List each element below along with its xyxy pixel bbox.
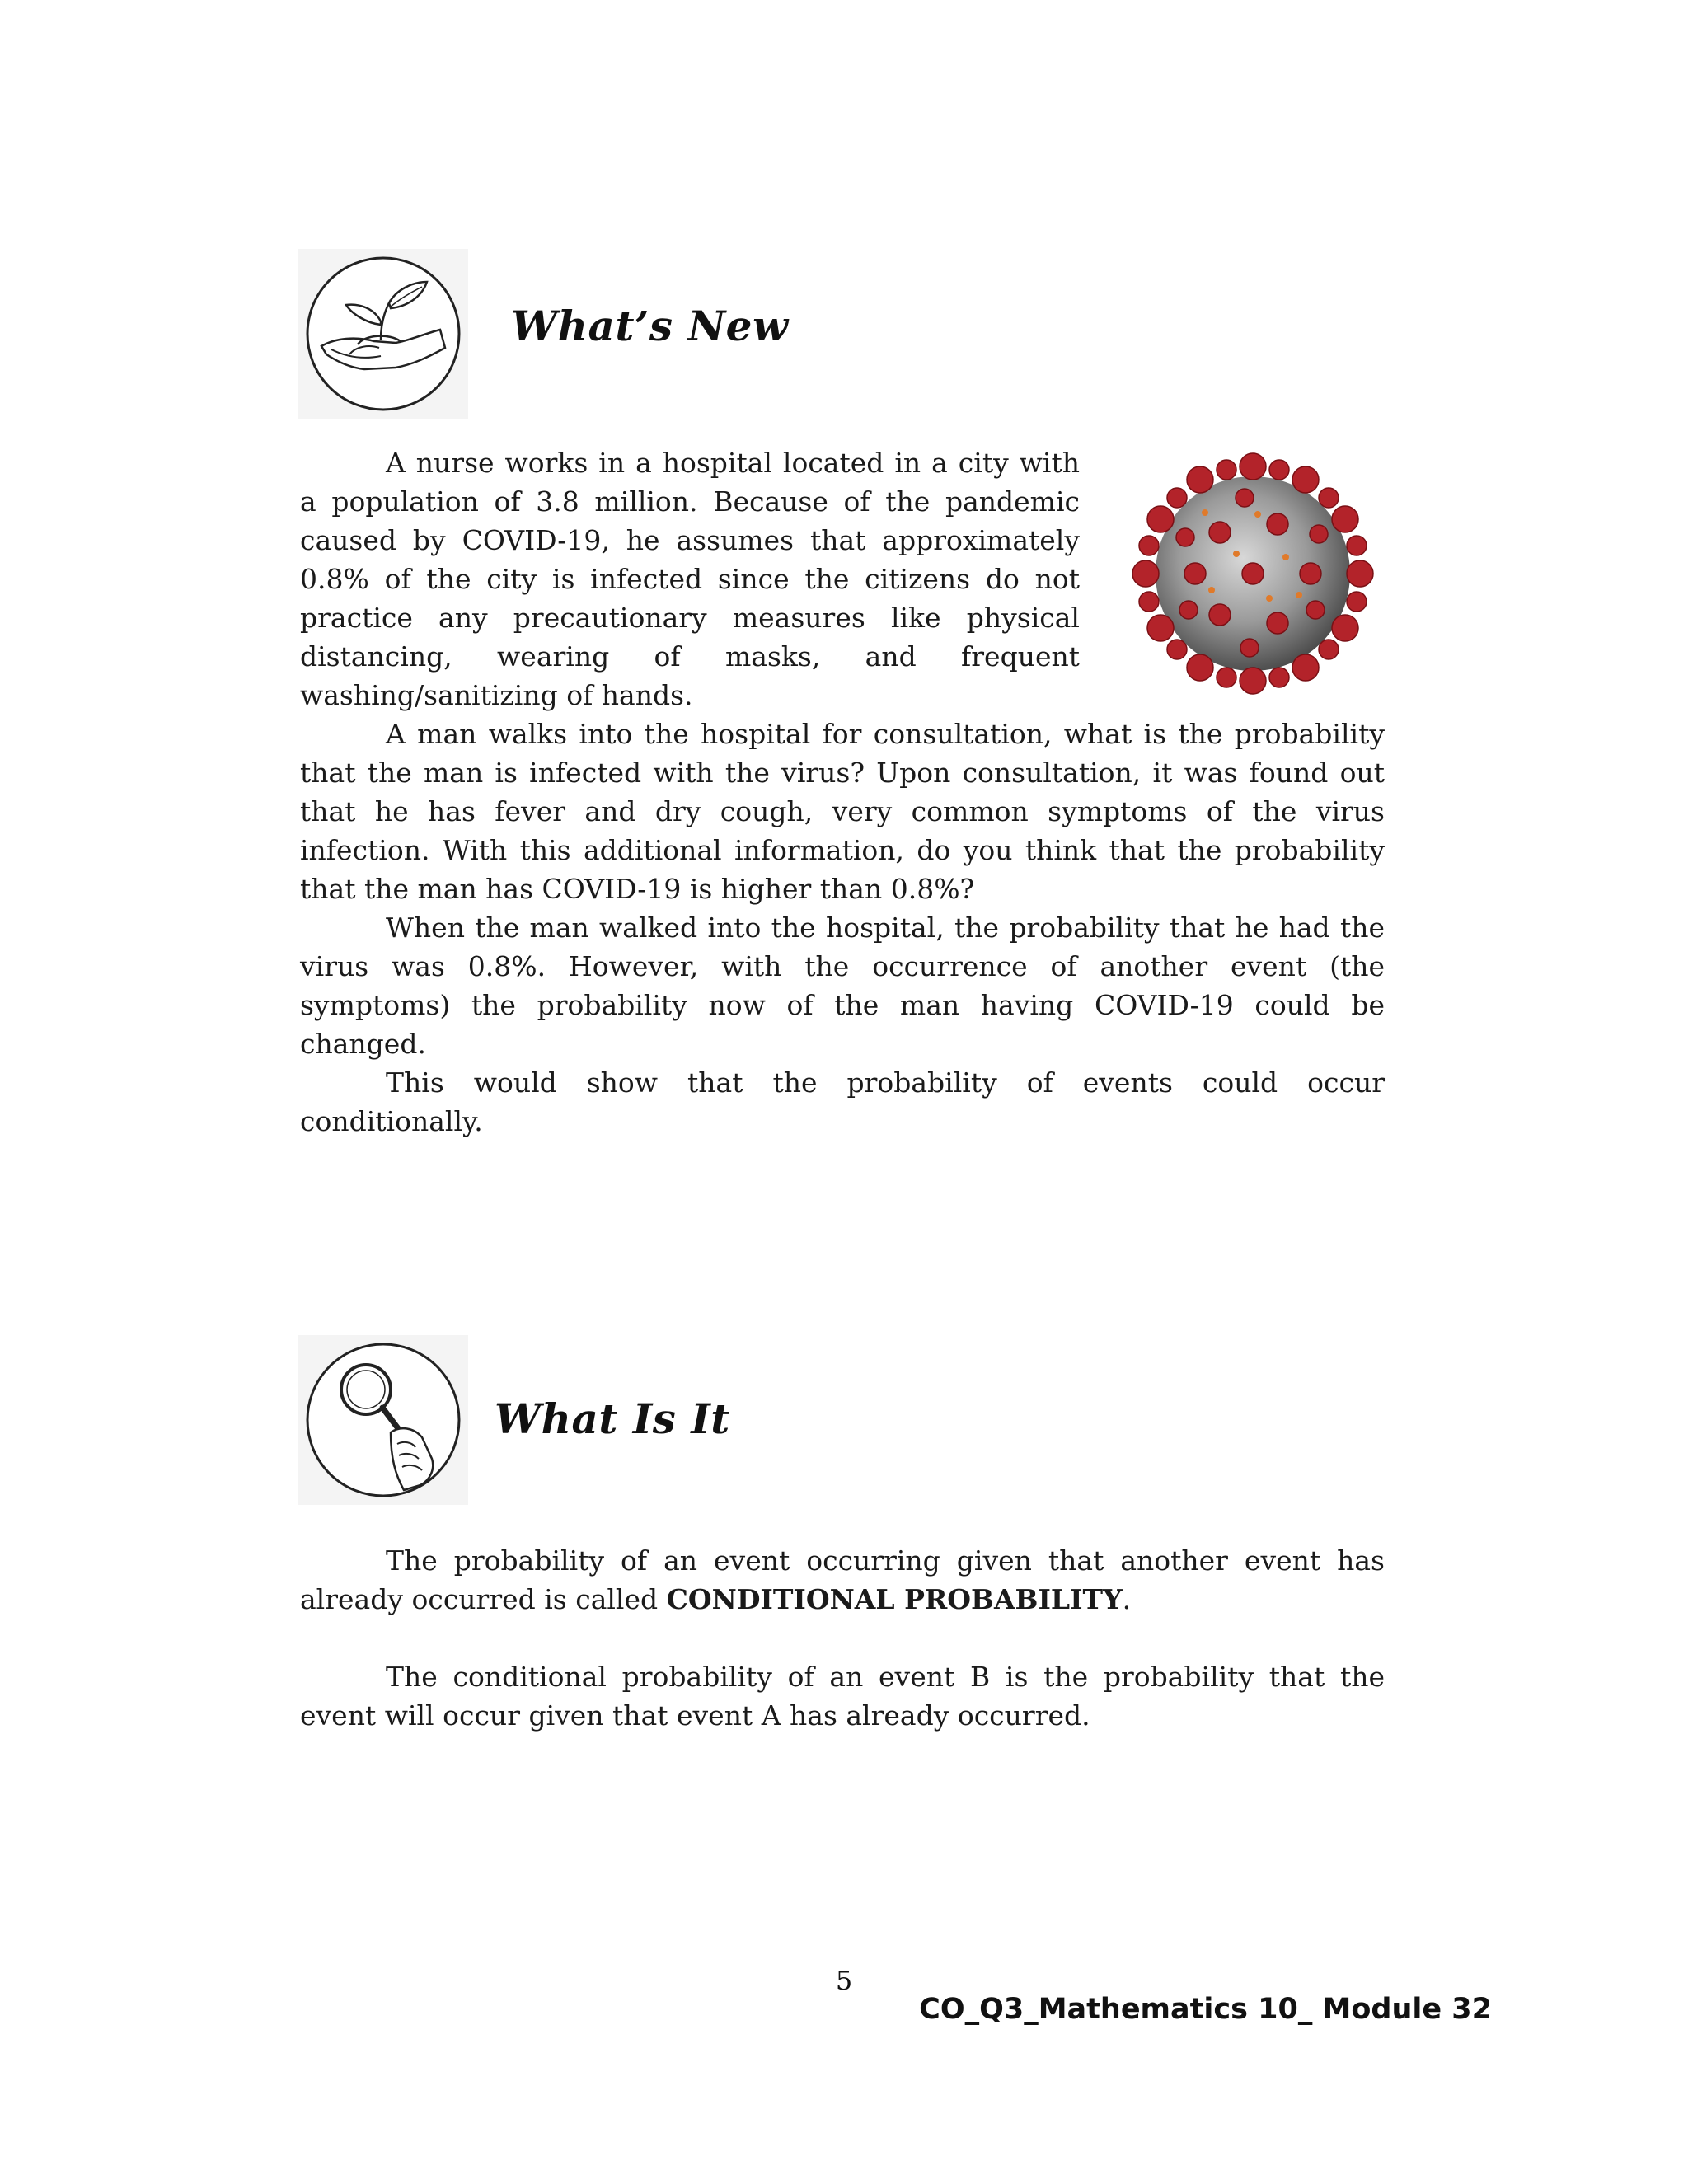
- page-number: 5: [835, 1965, 853, 1996]
- magnifying-glass-in-hand-icon: [298, 1335, 468, 1505]
- whats-new-paragraph-2: A man walks into the hospital for consultation, what is the probability that the man is infected with the virus? Upon consultation, it was found out that he has fever and dry cough, very common symptoms of the virus infection. With this additional information, do you think that the probability that the man has COVID-19 is higher than 0.8%?: [300, 718, 1385, 905]
- whats-new-body: [300, 443, 1385, 1141]
- what-is-it-body: [300, 1541, 1385, 1735]
- whats-new-paragraph-1: A nurse works in a hospital located in a city with a population of 3.8 million. Because of the pandemic caused by COVID-19, he assumes that approximately 0.8% of the city is infected since the citizens do not practice any precautionary measures like physical distancing, wearing of masks, and frequent washing/sanitizing of hands.: [300, 447, 1080, 711]
- definition-term: CONDITIONAL PROBABILITY: [666, 1583, 1123, 1615]
- what-is-it-paragraph-2: The conditional probability of an event B is the probability that the event will occur given that event A has already occurred.: [300, 1661, 1385, 1732]
- definition-text: The probability of an event occurring given that another event has already occurred is called: [300, 1544, 1385, 1615]
- whats-new-paragraph-3: When the man walked into the hospital, the probability that he had the virus was 0.8%. However, with the occurrence of another event (the symptoms) the probability now of the man having COVID-19 could be changed.: [300, 912, 1385, 1060]
- module-code: CO_Q3_Mathematics 10_ Module 32: [919, 1993, 1492, 2026]
- whats-new-paragraph-4: This would show that the probability of events could occur conditionally.: [300, 1066, 1385, 1137]
- what-is-it-paragraph-1: [300, 1541, 1385, 1619]
- coronavirus-image: [1113, 434, 1393, 714]
- section-title-whats-new: What’s New: [511, 302, 789, 350]
- definition-end: .: [1122, 1583, 1132, 1615]
- seedling-in-hand-icon: [298, 249, 468, 419]
- section-title-what-is-it: What Is It: [495, 1394, 730, 1443]
